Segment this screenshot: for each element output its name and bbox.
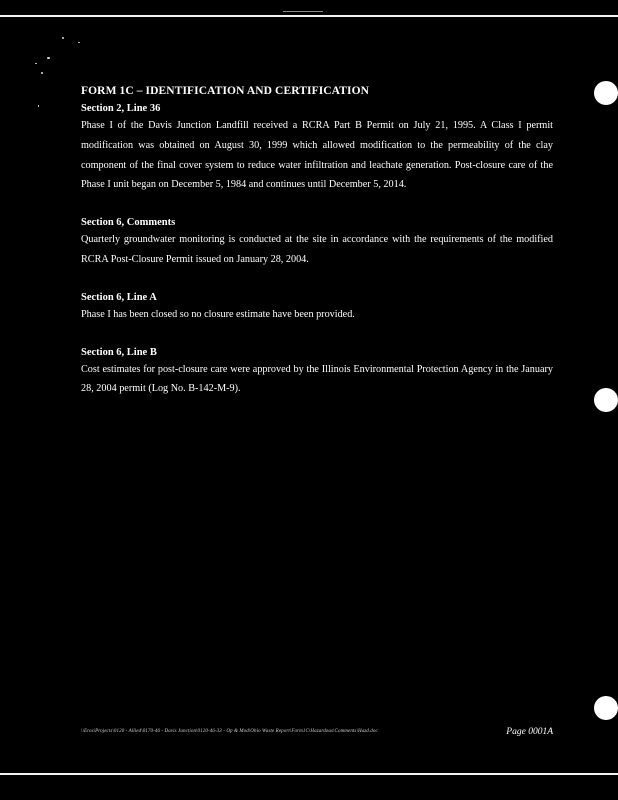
section-block bbox=[81, 345, 553, 400]
bottom-rule bbox=[0, 773, 618, 775]
document-body bbox=[81, 83, 553, 419]
page-number: Page 0001A bbox=[506, 727, 553, 737]
binder-hole-top bbox=[594, 81, 618, 105]
section-paragraph: Cost estimates for post-closure care were approved by the Illinois Environmental Protection Agency in the January 28, 2004 permit (Log No. B-142-M-9). bbox=[81, 363, 553, 395]
binder-hole-bottom bbox=[594, 696, 618, 720]
top-rule bbox=[0, 15, 618, 17]
top-edge-mark bbox=[283, 11, 323, 12]
scan-speck bbox=[78, 42, 80, 43]
section-heading: Section 2, Line 36 bbox=[81, 103, 161, 114]
section-paragraph: Phase I has been closed so no closure estimate have been provided. bbox=[81, 308, 355, 320]
scan-speck bbox=[38, 105, 39, 107]
section-block bbox=[81, 215, 553, 270]
section-block bbox=[81, 290, 553, 325]
section-block bbox=[81, 101, 553, 195]
binder-hole-middle bbox=[594, 388, 618, 412]
scan-speck bbox=[47, 57, 50, 59]
section-heading: Section 6, Comments bbox=[81, 217, 176, 229]
section-heading: Section 6, Line B bbox=[81, 346, 157, 358]
section-heading: Section 6, Line A bbox=[81, 291, 157, 303]
section-paragraph: Phase I of the Davis Junction Landfill received a RCRA Part B Permit on July 21, 1995. A Class I permit modification was obtained on August 30, 1999 which allowed modification to the permeability of the clay component of the final cover system to reduce water infiltration and leachate generation. Post-closure care of the Phase I unit began on December 5, 1984 and continues until December 5, 2014. bbox=[81, 120, 553, 191]
scan-speck bbox=[41, 72, 43, 74]
form-title: FORM 1C – IDENTIFICATION AND CERTIFICATION bbox=[81, 85, 370, 97]
section-paragraph: Quarterly groundwater monitoring is conducted at the site in accordance with the requirements of the modified RCRA Post-Closure Permit issued on January 28, 2004. bbox=[81, 234, 553, 265]
scan-speck bbox=[62, 37, 64, 39]
scan-speck bbox=[35, 63, 37, 64]
footer-file-path: \\Eros\Projects\0120 - Allied\0170-46 - Davis Junction\0120-46-33 - Op & Mod\Ohio Waste Report\Form1C\Hazardous\Comments\Hazd.doc bbox=[81, 729, 378, 734]
